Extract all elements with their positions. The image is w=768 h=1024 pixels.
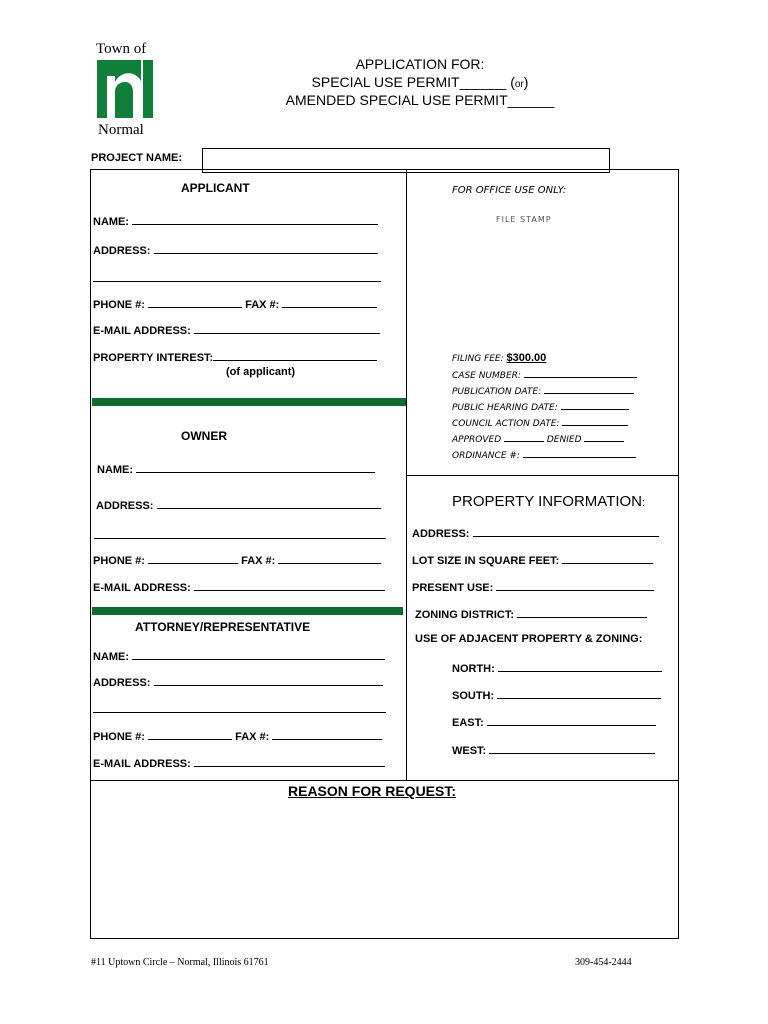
ordinance-field[interactable]: ORDINANCE #:: [452, 448, 636, 461]
publication-date-field[interactable]: PUBLICATION DATE:: [452, 384, 634, 397]
attorney-address-field[interactable]: ADDRESS:: [93, 674, 383, 689]
title-line-1: APPLICATION FOR:: [355, 56, 485, 72]
zoning-district-field[interactable]: ZONING DISTRICT:: [415, 606, 647, 621]
owner-name-field[interactable]: NAME:: [97, 461, 375, 476]
reason-divider: [90, 780, 678, 781]
reason-heading: REASON FOR REQUEST:: [288, 783, 457, 799]
approved-denied-field[interactable]: APPROVED DENIED: [452, 432, 624, 445]
applicant-address-field[interactable]: ADDRESS:: [93, 242, 378, 257]
footer-phone: 309-454-2444: [575, 957, 632, 968]
applicant-heading: APPLICANT: [181, 181, 250, 195]
applicant-address-line-2[interactable]: [93, 281, 381, 282]
logo-town-of: Town of: [96, 41, 147, 57]
attorney-name-field[interactable]: NAME:: [93, 648, 385, 663]
east-field[interactable]: EAST:: [452, 714, 656, 729]
attorney-address-line-2[interactable]: [93, 712, 386, 713]
case-number-field[interactable]: CASE NUMBER:: [452, 368, 637, 381]
property-information-heading: PROPERTY INFORMATION:: [452, 493, 646, 510]
green-divider-bar: [92, 398, 406, 406]
property-address-field[interactable]: ADDRESS:: [412, 525, 659, 540]
applicant-email-field[interactable]: E-MAIL ADDRESS:: [93, 322, 380, 337]
title-line-2: SPECIAL USE PERMIT______ (or): [311, 74, 529, 90]
present-use-field[interactable]: PRESENT USE:: [412, 579, 654, 594]
owner-phone-fax-field[interactable]: PHONE #: FAX #:: [93, 552, 381, 567]
office-use-heading: FOR OFFICE USE ONLY:: [452, 185, 567, 196]
file-stamp-label: FILE STAMP: [496, 215, 552, 224]
applicant-interest-note: (of applicant): [226, 366, 296, 378]
adjacent-property-label: USE OF ADJACENT PROPERTY & ZONING:: [415, 633, 643, 645]
attorney-heading: ATTORNEY/REPRESENTATIVE: [135, 620, 311, 634]
project-name-label: PROJECT NAME:: [91, 152, 183, 164]
public-hearing-date-field[interactable]: PUBLIC HEARING DATE:: [452, 400, 629, 413]
green-divider-bar: [92, 607, 403, 615]
south-field[interactable]: SOUTH:: [452, 687, 661, 702]
council-action-date-field[interactable]: COUNCIL ACTION DATE:: [452, 416, 628, 429]
attorney-email-field[interactable]: E-MAIL ADDRESS:: [93, 755, 385, 770]
logo-normal: Normal: [98, 122, 144, 138]
owner-email-field[interactable]: E-MAIL ADDRESS:: [93, 579, 385, 594]
lot-size-field[interactable]: LOT SIZE IN SQUARE FEET:: [412, 552, 653, 567]
north-field[interactable]: NORTH:: [452, 660, 662, 675]
reason-field[interactable]: [92, 806, 676, 936]
attorney-phone-fax-field[interactable]: PHONE #: FAX #:: [93, 728, 382, 743]
filing-fee: FILING FEE: $300.00: [452, 352, 547, 364]
office-property-divider: [407, 475, 678, 476]
west-field[interactable]: WEST:: [452, 742, 655, 757]
owner-address-line-2[interactable]: [94, 538, 386, 539]
town-of-normal-logo-icon: [97, 60, 153, 118]
footer-address: #11 Uptown Circle – Normal, Illinois 61761: [91, 957, 269, 968]
applicant-name-field[interactable]: NAME:: [93, 213, 378, 228]
applicant-property-interest-field[interactable]: PROPERTY INTEREST:: [93, 349, 377, 364]
owner-heading: OWNER: [181, 429, 227, 443]
applicant-phone-fax-field[interactable]: PHONE #: FAX #:: [93, 296, 377, 311]
owner-address-field[interactable]: ADDRESS:: [96, 497, 381, 512]
title-line-3: AMENDED SPECIAL USE PERMIT______: [285, 92, 555, 108]
